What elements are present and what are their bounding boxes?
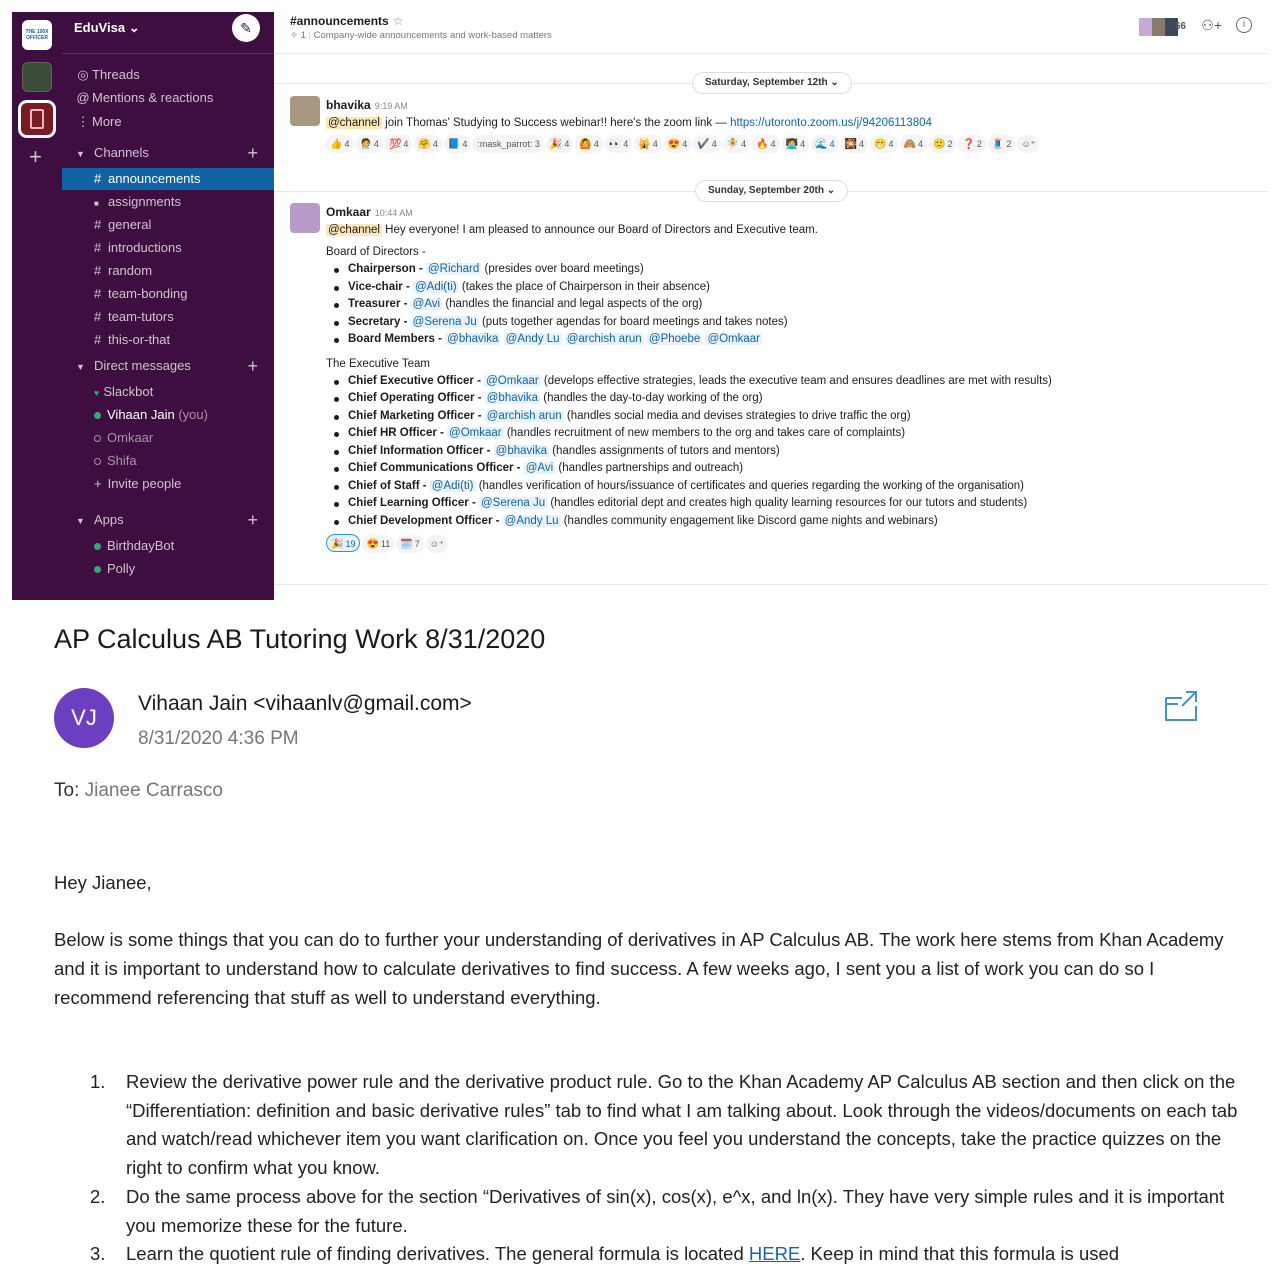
more-icon: ⋮ [76,114,90,129]
hash-icon: # [94,332,102,347]
message-end-divider [274,584,1268,585]
dm-omkaar[interactable]: Omkaar [62,427,274,449]
role-description: (develops effective strategies, leads the executive team and ensures deadlines are met with results) [543,374,1052,387]
role-title: Chairperson - [348,263,426,275]
reaction-emoji-icon: 🌊 [815,139,828,150]
reaction-emoji-icon: 🎇 [844,139,858,150]
workspace-100x-officer[interactable]: THE 100X OFFICER [22,20,52,50]
hash-icon: # [94,286,102,301]
message-author[interactable]: bhavika [326,98,371,112]
role-item [326,460,1250,478]
message-bhavika [290,96,1250,156]
user-mention[interactable]: @Avi [525,462,554,474]
message-omkaar [290,203,1250,563]
user-mention[interactable]: @Serena Ju [412,315,477,328]
reaction-pill[interactable] [811,135,838,153]
hash-icon: # [94,171,102,186]
info-icon[interactable]: i [1236,17,1252,33]
slack-window [12,12,1268,600]
reaction-count: 4 [711,139,717,149]
role-title: Chief HR Officer - [348,427,448,439]
channels-section-header[interactable]: ▼ Channels + [76,143,258,163]
reaction-pill[interactable] [473,135,544,153]
hash-icon: # [94,263,102,278]
role-description: (handles social media and devises strategies to drive traffic the org) [566,409,911,422]
add-reaction-icon[interactable]: ☺⁺ [426,535,448,553]
user-mention[interactable]: @archish arun [486,409,562,422]
role-description: (handles verification of hours/issuance of certificates and queries regarding the working of the organisation) [478,479,1024,492]
reaction-emoji-icon: 🙈 [903,139,916,150]
user-mention[interactable]: @archish arun [566,333,642,345]
reaction-pill[interactable] [634,135,661,153]
zoom-link[interactable]: https://utoronto.zoom.us/j/94206113804 [730,117,932,129]
reaction-count: 4 [741,139,747,149]
reaction-emoji-icon: ❓ [962,139,975,150]
role-title: Treasurer - [348,298,411,310]
sidebar-header [62,12,274,54]
reaction-pill[interactable] [385,135,412,153]
hash-icon: # [94,240,102,255]
user-mention[interactable]: @Richard [427,263,480,275]
email-recipients: To: Jianee Carrasco [54,780,223,801]
reaction-pill[interactable] [546,135,573,153]
reaction-emoji-icon: 🙂 [932,139,946,150]
reaction-pill[interactable] [841,135,868,153]
role-title: Chief Development Officer - [348,514,503,527]
task-item: 1. Review the derivative power rule and the derivative product rule. Go to the Khan Academy AP Calculus AB section and then click on the “Differentiation: definition and basic derivative rules” tab to find what I am talking about. Look through the videos/documents on each tab and watch/read whichever item you want clarification on. Once you feel you understand the concepts, take the practice quizzes on the right to confirm what you know. [90,1071,1238,1179]
user-mention[interactable]: @Omkaar [449,427,502,439]
reaction-pill[interactable] [605,135,632,153]
role-title: Chief Learning Officer - [348,497,479,509]
reaction-count: 4 [623,139,629,149]
reaction-count: 4 [770,139,776,149]
star-icon[interactable]: ☆ [392,14,404,28]
mentions-icon: @ [76,90,90,105]
reaction-pill[interactable] [326,534,360,552]
role-description: (handles recruitment of new members to the org and takes care of complaints) [506,427,906,439]
invite-people-button[interactable]: + Invite people [94,476,182,491]
reaction-count: 4 [432,139,438,149]
reaction-emoji-icon: 🗓️ [400,539,413,550]
reaction-count: 4 [859,139,865,149]
reaction-emoji-icon: 🙆 [579,139,592,150]
plus-icon: + [94,476,102,491]
team-name-button[interactable]: EduVisa ⌄ [74,20,140,35]
board-list [326,261,1250,349]
user-mention[interactable]: @bhavika [447,333,499,345]
reaction-pill[interactable] [444,135,471,153]
role-item [326,390,1250,408]
away-status-icon [94,435,101,442]
role-title: Chief Marketing Officer - [348,409,485,422]
popout-icon[interactable] [1164,690,1198,722]
channel-mention[interactable]: @channel [328,224,380,236]
reaction-emoji-icon: 🧚 [726,139,740,150]
add-reaction-icon[interactable]: ☺⁺ [1017,135,1039,153]
reaction-pill[interactable] [362,535,394,553]
member-avatar [1152,18,1165,36]
caret-down-icon: ▼ [76,516,85,526]
reaction-count: 4 [593,139,599,149]
role-title: Chief Executive Officer - [348,374,485,387]
reaction-emoji-icon: 📘 [447,139,461,150]
user-mention[interactable]: @Avi [412,298,441,310]
reaction-emoji-icon: 🙀 [638,139,651,150]
sidebar-channel-introductions[interactable]: # introductions [62,237,274,259]
task-item: 3. Learn the quotient rule of finding derivatives. The general formula is located HERE. Keep in mind that this formula is used [90,1243,1120,1265]
add-dm-icon[interactable]: + [247,356,258,376]
add-workspace-icon[interactable]: + [29,144,42,169]
channel-topic: ✧ 1 | Company-wide announcements and work-based matters [290,30,552,41]
caret-down-icon: ▼ [76,362,85,372]
member-avatars[interactable] [1139,18,1178,36]
role-title: Chief Information Officer - [348,444,494,457]
role-title: Secretary - [348,315,411,328]
reaction-pill[interactable] [958,135,985,153]
role-description: (puts together agendas for board meetings and takes notes) [481,315,788,328]
reaction-count: 4 [800,139,806,149]
recipient-name[interactable]: Jianee Carrasco [84,780,223,801]
lock-icon: ■ [94,199,99,208]
reaction-count: 19 [345,539,356,549]
channel-title[interactable]: #announcements ☆ [290,14,404,28]
reaction-emoji-icon: 👀 [608,139,622,150]
reaction-emoji-icon: 🧵 [991,139,1005,150]
exec-header: The Executive Team [326,357,430,370]
workspace-eduvisa[interactable] [18,100,56,138]
reaction-pill[interactable] [723,135,750,153]
reaction-count: 4 [564,139,570,149]
reaction-bar [326,134,1250,154]
user-mention[interactable]: @bhavika [486,392,539,404]
reaction-count: 2 [947,139,953,149]
online-status-icon [94,566,101,573]
email-subject: AP Calculus AB Tutoring Work 8/31/2020 [54,624,546,654]
reaction-count: 4 [829,139,835,149]
user-mention[interactable]: @Adi(ti) [415,280,457,293]
message-timestamp[interactable]: 10:44 AM [374,208,413,218]
user-mention[interactable]: @Omkaar [486,374,539,387]
channel-header [274,12,1268,54]
workspace-next-level[interactable] [22,62,52,92]
online-status-icon [94,543,101,550]
reaction-label: :mask_parrot: [477,139,535,149]
reaction-pill[interactable] [396,535,423,553]
sender-avatar: VJ [54,688,114,748]
reaction-pill[interactable] [752,135,779,153]
reaction-count: 3 [534,139,540,149]
reaction-emoji-icon: 😍 [366,539,379,550]
email-task-list [90,1068,1250,1269]
avatar-bhavika[interactable] [290,96,320,126]
chevron-down-icon: ⌄ [830,77,839,88]
exec-list [326,373,1250,531]
heart-icon: ♥ [94,388,100,398]
dm-section-header[interactable]: ▼ Direct messages + [76,356,258,376]
user-mention[interactable]: @Serena Ju [481,497,546,509]
task-item: 2. Do the same process above for the section “Derivatives of sin(x), cos(x), e^x, and ln(x). They have very simple rules and it is important you memorize these for the future. [90,1185,1225,1236]
message-timestamp[interactable]: 9:19 AM [374,101,408,111]
sidebar-item-threads[interactable]: ◎ Threads [62,64,274,86]
sidebar-channel-general[interactable]: # general [62,214,274,236]
date-pill-sep-12[interactable]: Saturday, September 12th ⌄ [692,72,852,94]
add-app-icon[interactable]: + [247,510,258,530]
compose-icon[interactable]: ✎ [232,14,260,42]
reaction-pill[interactable] [693,135,720,153]
reaction-count: 4 [403,139,409,149]
channel-mention[interactable]: @channel [328,117,380,129]
email-sent-time: 8/31/2020 4:36 PM [138,728,299,749]
sidebar-channel-assignments[interactable]: ■ assignments [62,191,274,213]
reaction-count: 2 [1006,139,1012,149]
reaction-emoji-icon: 🤗 [418,139,431,150]
reaction-bar [326,534,1250,554]
email-greeting: Hey Jianee, [54,872,152,893]
member-avatar [1139,18,1152,36]
reaction-count: 11 [380,539,391,549]
role-title: Chief of Staff - [348,479,430,492]
role-item [326,279,1250,297]
reaction-emoji-icon: 🧑‍💻 [785,139,799,150]
role-item [326,408,1250,426]
message-text: @channel join Thomas' Studying to Success webinar!! here's the zoom link — https://utoronto.zoom.us/j/94206113804 [328,117,932,129]
reaction-count: 4 [344,139,350,149]
sidebar [62,12,274,600]
add-channel-icon[interactable]: + [247,143,258,163]
email-sender[interactable]: Vihaan Jain <vihaanlv@gmail.com> [138,692,472,715]
role-description: (handles community engagement like Discord game nights and webinars) [563,514,938,527]
user-mention[interactable]: @Adi(ti) [431,479,474,492]
app-birthdaybot[interactable]: BirthdayBot [62,535,274,557]
sidebar-item-more[interactable]: ⋮ More [62,111,274,133]
dm-vihaan-jain[interactable]: Vihaan Jain (you) [62,404,274,426]
reaction-emoji-icon: 👍 [330,139,343,150]
reaction-count: 4 [682,139,688,149]
reaction-count: 4 [917,139,923,149]
role-item [326,261,1250,279]
online-status-icon [94,412,101,419]
member-count[interactable]: 66 [1174,21,1186,32]
away-status-icon [94,458,101,465]
role-description: (presides over board meetings) [484,263,644,275]
email-view [0,600,1280,1280]
user-mention[interactable]: @Andy Lu [505,333,560,345]
user-mention[interactable]: @Omkaar [707,333,761,345]
reaction-pill[interactable] [664,135,691,153]
reaction-pill[interactable] [414,135,441,153]
sidebar-channel-announcements[interactable]: # announcements [62,168,274,190]
formula-link[interactable]: HERE [748,1243,801,1265]
role-description: (handles partnerships and outreach) [558,462,744,474]
role-description: (handles assignments of tutors and mentors) [552,444,780,457]
workspace-rail [12,12,62,600]
reaction-emoji-icon: 🔥 [756,139,769,150]
role-description: (handles the day-to-day working of the org) [543,392,763,404]
role-item [326,513,1250,531]
role-item [326,425,1250,443]
role-title: Vice-chair - [348,280,413,293]
reaction-pill[interactable] [326,135,353,153]
role-description: (handles editorial dept and creates high quality learning resources for our tutors and students) [550,497,1028,509]
reaction-emoji-icon: 🧑‍⚕️ [359,139,372,150]
role-description: (takes the place of Chairperson in their absence) [461,280,710,293]
reaction-pill[interactable] [988,135,1015,153]
dm-shifa[interactable]: Shifa [62,450,274,472]
reaction-pill[interactable] [575,135,602,153]
message-text: @channel Hey everyone! I am pleased to announce our Board of Directors and Executive team. [328,224,818,236]
passport-icon [30,109,44,129]
reaction-count: 4 [888,139,894,149]
reaction-pill[interactable] [900,135,927,153]
role-item [326,478,1250,496]
reaction-emoji-icon: 💯 [388,139,402,150]
date-pill-sep-20[interactable]: Sunday, September 20th ⌄ [695,180,848,202]
threads-icon: ◎ [77,67,89,82]
role-item [326,443,1250,461]
sidebar-channel-team-tutors[interactable]: # team-tutors [62,306,274,328]
apps-section-header[interactable]: ▼ Apps + [76,510,258,530]
role-item [326,373,1250,391]
chevron-down-icon: ⌄ [128,20,140,35]
add-member-icon[interactable]: ⚇+ [1201,17,1222,33]
role-title: Board Members - [348,333,446,345]
sidebar-channel-this-or-that[interactable]: # this-or-that [62,329,274,351]
reaction-count: 2 [976,139,982,149]
app-polly[interactable]: Polly [62,558,274,580]
role-item [326,331,1250,349]
role-description: (handles the financial and legal aspects of the org) [445,298,703,310]
reaction-emoji-icon: 😁 [874,139,887,150]
sidebar-channel-team-bonding[interactable]: # team-bonding [62,283,274,305]
reaction-count: 7 [414,539,420,549]
message-author[interactable]: Omkaar [326,205,371,219]
pin-icon[interactable]: ✧ [290,30,298,41]
reaction-emoji-icon: 😍 [667,139,681,150]
user-mention[interactable]: @Andy Lu [504,514,559,527]
role-title: Chief Communications Officer - [348,462,524,474]
role-item [326,314,1250,332]
reaction-pill[interactable] [870,135,897,153]
reaction-emoji-icon: 🎉 [549,139,563,150]
dm-slackbot[interactable]: ♥ Slackbot [94,384,154,399]
user-mention[interactable]: @Phoebe [648,333,701,345]
hash-icon: # [94,309,102,324]
role-item [326,495,1250,513]
avatar-omkaar[interactable] [290,203,320,233]
sidebar-channel-random[interactable]: # random [62,260,274,282]
reaction-pill[interactable] [782,135,809,153]
reaction-emoji-icon: 🎉 [331,539,344,550]
email-intro: Below is some things that you can do to further your understanding of derivatives in AP Calculus AB. The work here stems from Khan Academy and it is important to understand how to calculate derivatives to find success. A few weeks ago, I sent you a list of work you can do so I recommend referencing that stuff as well to understand everything. [54,929,1224,1008]
reaction-emoji-icon: ✔️ [697,139,710,150]
reaction-count: 4 [652,139,658,149]
hash-icon: # [94,217,102,232]
user-mention[interactable]: @bhavika [495,444,547,457]
caret-down-icon: ▼ [76,149,85,159]
reaction-pill[interactable] [355,135,382,153]
board-header: Board of Directors - [326,246,426,258]
role-item [326,296,1250,314]
reaction-count: 4 [462,139,468,149]
channel-view [274,12,1268,600]
reaction-count: 4 [373,139,379,149]
reaction-pill[interactable] [929,135,956,153]
sidebar-item-mentions[interactable]: @ Mentions & reactions [62,87,274,109]
chevron-down-icon: ⌄ [826,185,836,196]
role-title: Chief Operating Officer - [348,392,485,404]
